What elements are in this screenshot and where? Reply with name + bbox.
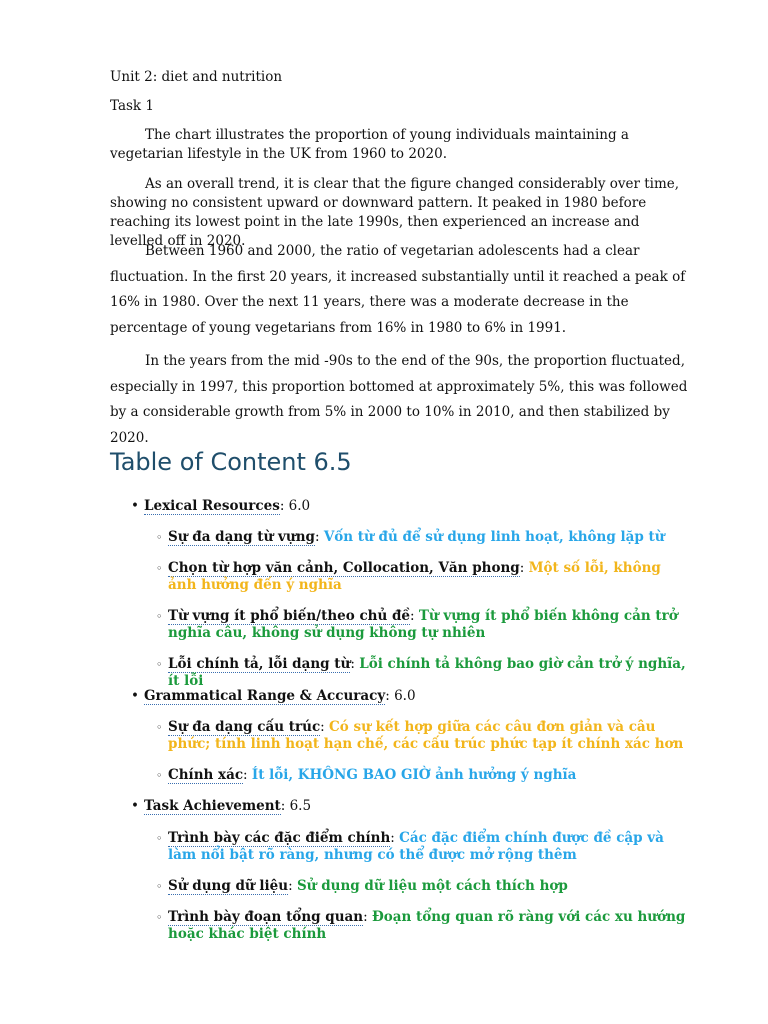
section-label: Grammatical Range & Accuracy: [144, 688, 386, 704]
criterion-label: Chọn từ hợp văn cảnh, Collocation, Văn phong: [168, 560, 520, 576]
essay-overview: As an overall trend, it is clear that the figure changed considerably over time, showing no consistent upward or downward pattern. It peaked in 1980 before reaching its lowest point in the late 1990s, then experienced an increase and levelled off in 2020.: [110, 176, 680, 249]
toc-section-task: [131, 798, 684, 815]
criterion-separator: :: [243, 767, 252, 783]
criterion-comment: Một số lỗi, không ảnh hưởng đến ý nghĩa: [168, 560, 661, 593]
section-score: : 6.0: [385, 688, 416, 704]
toc-title: Table of Content 6.5: [110, 448, 352, 476]
criterion-separator: :: [288, 878, 297, 894]
criterion-label: Lỗi chính tả, lỗi dạng từ: [168, 656, 351, 672]
task-heading: Task 1: [110, 98, 154, 114]
criterion-comment: Vốn từ đủ để sử dụng linh hoạt, không lặp từ: [323, 529, 665, 545]
essay-body-1: Between 1960 and 2000, the ratio of vegetarian adolescents had a clear fluctuation. In the first 20 years, it increased substantially until it reached a peak of 16% in 1980. Over the next 11 years, there was a moderate decrease in the percentage of young vegetarians from 16% in 1980 to 6% in 1991.: [110, 243, 686, 336]
criterion-separator: :: [519, 560, 529, 576]
criterion-label: Trình bày đoạn tổng quan: [168, 909, 364, 925]
circle-bullet-icon: ◦: [156, 769, 163, 782]
circle-bullet-icon: ◦: [156, 658, 163, 671]
criterion-label: Sử dụng dữ liệu: [168, 878, 289, 894]
toc-item: [156, 767, 690, 784]
unit-heading: Unit 2: diet and nutrition: [110, 69, 283, 85]
toc-section-lexical: [131, 498, 684, 515]
section-score: : 6.0: [279, 498, 311, 514]
essay-introduction: The chart illustrates the proportion of young individuals maintaining a vegetarian lifestyle in the UK from 1960 to 2020.: [110, 127, 629, 162]
toc-item: [156, 608, 690, 642]
criterion-label: Trình bày các đặc điểm chính: [168, 830, 391, 846]
circle-bullet-icon: ◦: [156, 610, 163, 623]
circle-bullet-icon: ◦: [156, 832, 163, 845]
criterion-comment: Ít lỗi, KHÔNG BAO GIỜ ảnh hưởng ý nghĩa: [251, 767, 577, 783]
circle-bullet-icon: ◦: [156, 531, 163, 544]
section-label: Lexical Resources: [144, 498, 280, 514]
toc-item: [156, 830, 690, 864]
criterion-label: Sự đa dạng từ vựng: [168, 529, 315, 545]
criterion-comment: Đoạn tổng quan rõ ràng với các xu hướng hoặc khác biệt chính: [168, 909, 686, 942]
toc-item: [156, 560, 690, 594]
criterion-separator: :: [314, 529, 324, 545]
criterion-separator: :: [350, 656, 360, 672]
essay-body-2: In the years from the mid -90s to the end of the 90s, the proportion fluctuated, especially in 1997, this proportion bottomed at approximately 5%, this was followed by a considerable growth from 5% in 2000 to 10% in 2010, and then stabilized by 2020.: [110, 353, 688, 446]
circle-bullet-icon: ◦: [156, 880, 163, 893]
toc-item: [156, 719, 690, 753]
criterion-comment: Từ vựng ít phổ biến không cản trở nghĩa câu, không sử dụng không tự nhiên: [168, 608, 678, 641]
toc-item: [156, 909, 690, 943]
criterion-separator: :: [390, 830, 400, 846]
circle-bullet-icon: ◦: [156, 721, 163, 734]
section-label: Task Achievement: [144, 798, 281, 814]
section-score: : 6.5: [280, 798, 312, 814]
toc-section-grammar: [131, 688, 684, 705]
bullet-icon: •: [131, 798, 139, 814]
criterion-label: Từ vựng ít phổ biến/theo chủ đề: [168, 608, 411, 624]
toc-item: [156, 529, 690, 546]
toc-item: [156, 878, 690, 895]
circle-bullet-icon: ◦: [156, 562, 163, 575]
criterion-comment: Có sự kết hợp giữa các câu đơn giản và câu phức; tính linh hoạt hạn chế, các cấu trúc phức tạp ít chính xác hơn: [168, 719, 684, 752]
criterion-separator: :: [363, 909, 372, 925]
criterion-label: Chính xác: [168, 767, 244, 783]
circle-bullet-icon: ◦: [156, 911, 163, 924]
toc-item: [156, 656, 690, 690]
bullet-icon: •: [131, 498, 139, 514]
criterion-comment: Các đặc điểm chính được đề cập và làm nổi bật rõ ràng, nhưng có thể được mở rộng thêm: [168, 830, 664, 863]
criterion-comment: Sử dụng dữ liệu một cách thích hợp: [296, 878, 568, 894]
criterion-separator: :: [320, 719, 330, 735]
criterion-label: Sự đa dạng cấu trúc: [168, 719, 321, 735]
bullet-icon: •: [131, 688, 139, 704]
criterion-separator: :: [410, 608, 419, 624]
criterion-comment: Lỗi chính tả không bao giờ cản trở ý nghĩa, ít lỗi: [168, 656, 686, 689]
